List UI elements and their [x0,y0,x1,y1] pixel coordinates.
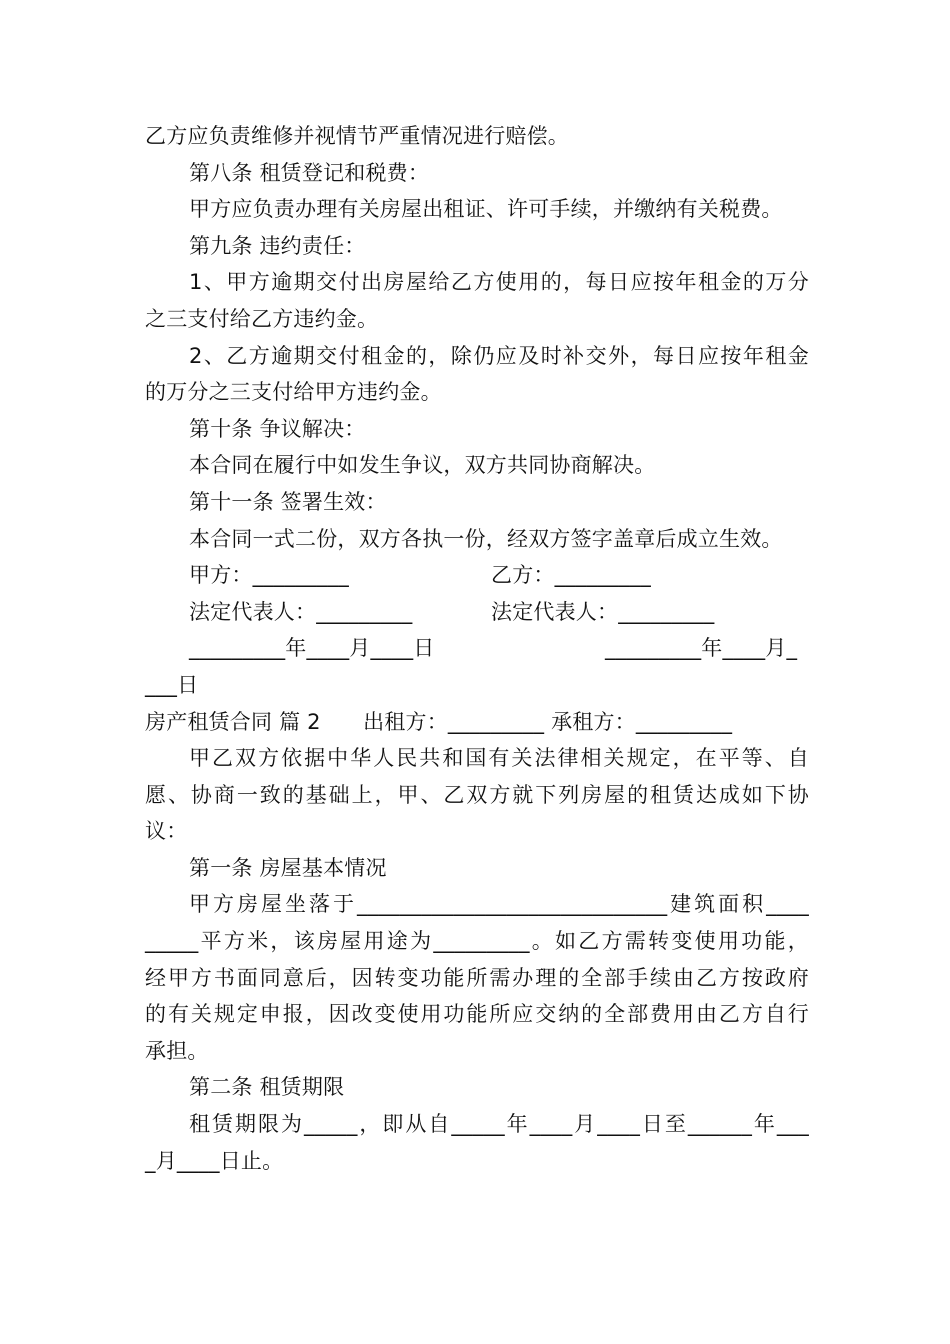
clause-heading-10: 第十条 争议解决： [189,416,366,441]
clause-heading-11: 第十一条 签署生效： [189,489,387,514]
date-b-continued: ___日 [145,672,199,697]
clause-heading-9: 第九条 违约责任： [189,233,366,258]
section-heading: 房产租赁合同 篇 2 出租方：_________ 承租方：_________ [145,709,733,734]
paragraph-line: 经甲方书面同意后，因转变功能所需办理的全部手续由乙方按政府 [145,965,809,990]
paragraph-line: 之三支付给乙方违约金。 [145,306,379,331]
clause-heading-8: 第八条 租赁登记和税费： [189,160,430,185]
signature-row-representatives [145,594,809,631]
rep-b-signature: 法定代表人：_________ [491,599,715,624]
paragraph-line: 的万分之三支付给甲方违约金。 [145,380,442,405]
paragraph-line: 2、乙方逾期交付租金的，除仍应及时补交外，每日应按年租金 [189,343,809,368]
signature-row-parties [145,557,809,594]
party-a-signature: 甲方：_________ [189,563,349,588]
paragraph-line: 甲方房屋坐落于_____________________________建筑面积____ [189,892,809,917]
paragraph-line: 承担。 [145,1038,209,1063]
paragraph-line: 租赁期限为_____，即从自_____年____月____日至______年___ [189,1112,809,1137]
date-a: _________年____月____日 [189,636,435,661]
paragraph-line: 甲方应负责办理有关房屋出租证、许可手续，并缴纳有关税费。 [189,197,783,222]
paragraph-line: 乙方应负责维修并视情节严重情况进行赔偿。 [145,124,569,148]
paragraph-line: 1、甲方逾期交付出房屋给乙方使用的，每日应按年租金的万分 [189,270,809,295]
paragraph-line: _____平方米，该房屋用途为_________。如乙方需转变使用功能， [145,929,809,954]
paragraph-line: 甲乙双方依据中华人民共和国有关法律相关规定，在平等、自 [189,746,809,771]
paragraph-line: 本合同在履行中如发生争议，双方共同协商解决。 [189,453,656,478]
paragraph-line: 的有关规定申报，因改变使用功能所应交纳的全部费用由乙方自行 [145,1002,809,1027]
document-page [145,118,809,1179]
paragraph-line: _月____日止。 [145,1148,284,1173]
date-b: _________年____月_ [605,636,798,661]
clause-heading-1: 第一条 房屋基本情况 [189,855,387,880]
clause-heading-2: 第二条 租赁期限 [189,1075,345,1100]
party-b-signature: 乙方：_________ [491,563,651,588]
paragraph-line: 议： [145,819,188,844]
paragraph-line: 本合同一式二份，双方各执一份，经双方签字盖章后成立生效。 [189,526,783,551]
paragraph-line: 愿、协商一致的基础上，甲、乙双方就下列房屋的租赁达成如下协 [145,782,809,807]
signature-row-dates [145,630,809,667]
rep-a-signature: 法定代表人：_________ [189,599,413,624]
